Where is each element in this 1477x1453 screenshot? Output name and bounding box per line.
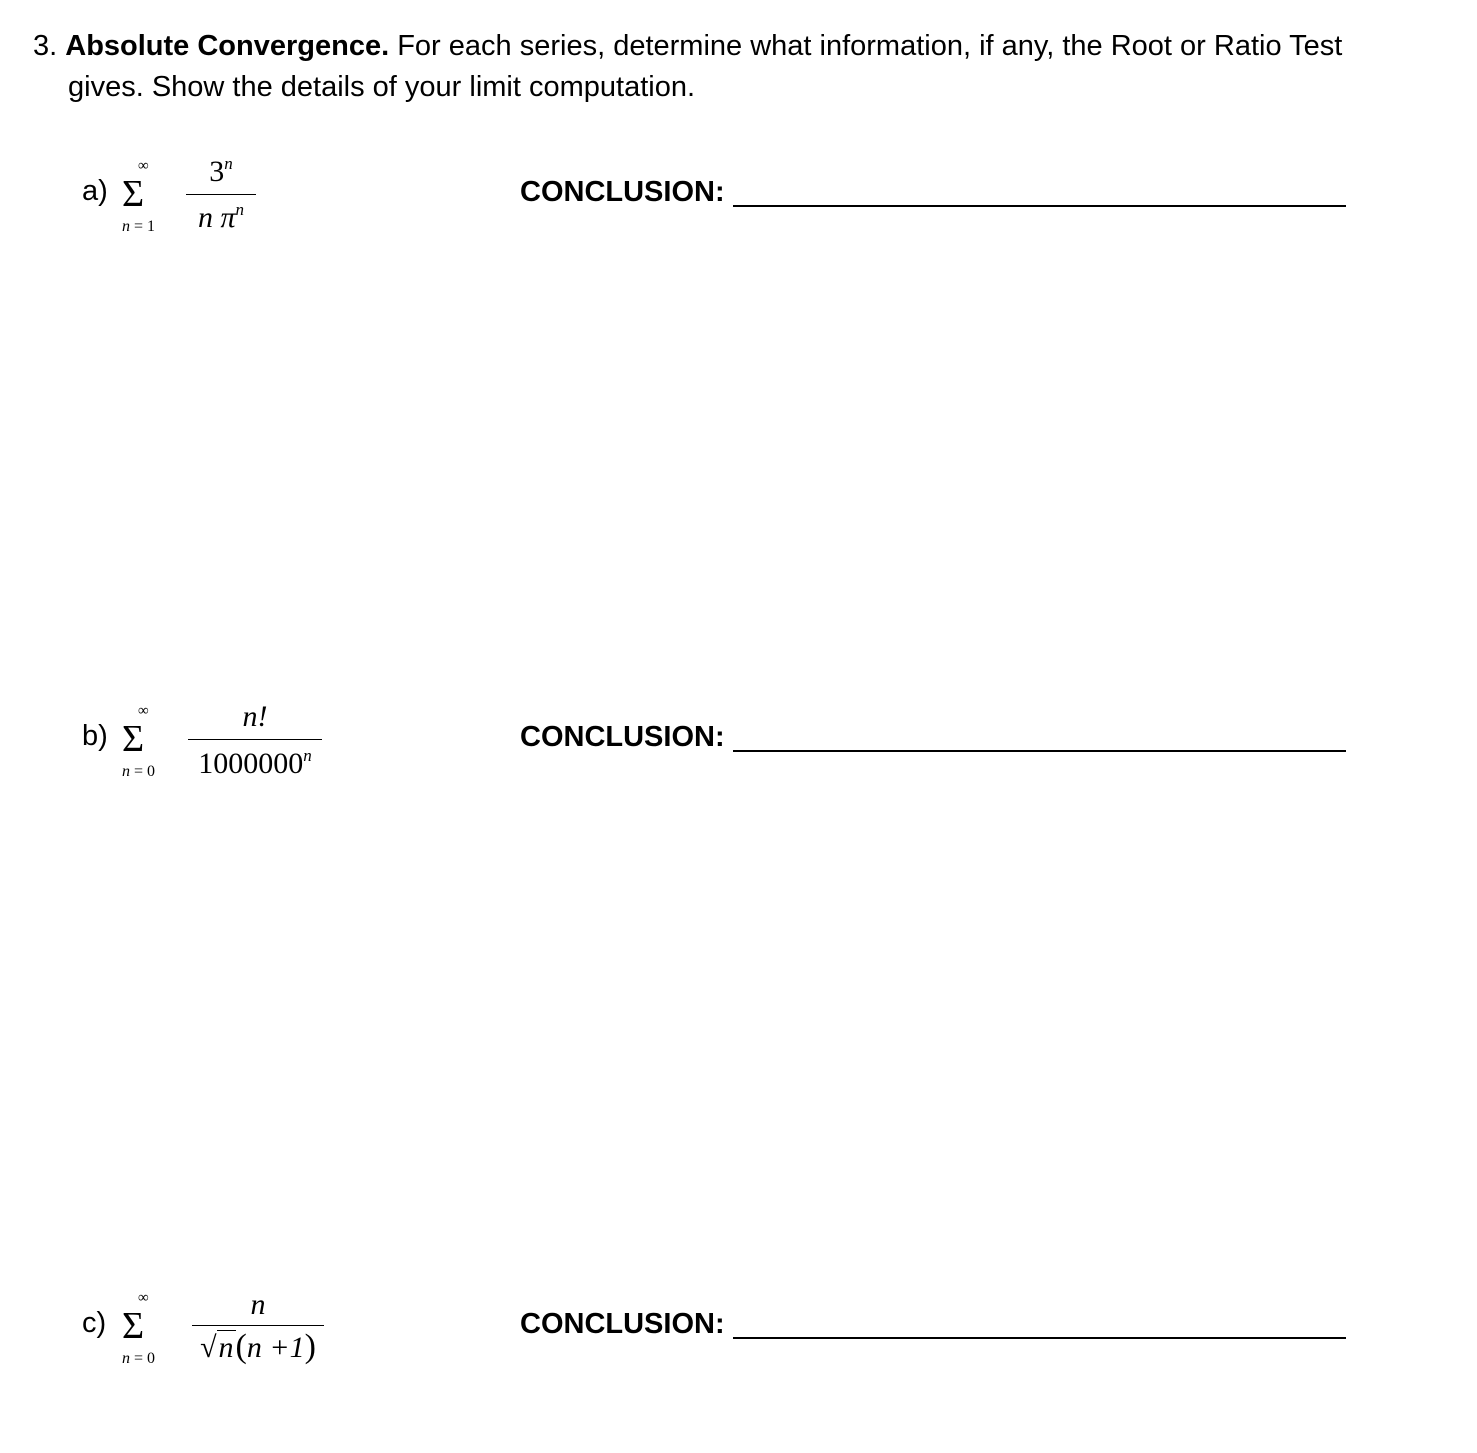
problem-instruction-1: For each series, determine what information, if any, the Root or Ratio Test: [397, 30, 1343, 62]
open-paren: (: [235, 1328, 247, 1365]
conclusion-answer-line[interactable]: [733, 205, 1346, 207]
close-paren: ): [304, 1328, 316, 1365]
denominator-exponent: n: [303, 746, 312, 765]
sum-upper-limit: ∞: [138, 1290, 149, 1306]
denominator-base: n π: [197, 201, 236, 234]
denominator: [186, 200, 256, 235]
numerator-exponent: n: [224, 154, 233, 173]
radical-sign: √: [200, 1331, 217, 1364]
sum-lower-limit: [122, 763, 155, 781]
numerator: n: [250, 1288, 266, 1321]
fraction-bar: [188, 739, 322, 740]
numerator: [186, 154, 256, 189]
sum-upper-limit: ∞: [138, 158, 149, 174]
sum-lower-limit: [122, 218, 155, 236]
radicand: n: [218, 1331, 234, 1364]
sum-index-start: = 1: [130, 218, 156, 235]
conclusion-answer-line[interactable]: [733, 750, 1346, 752]
problem-number: 3.: [33, 30, 58, 62]
part-label: b): [82, 720, 108, 752]
numerator: n!: [242, 700, 268, 733]
part-b: [0, 695, 1477, 815]
part-a: [0, 150, 1477, 270]
denominator: [192, 1328, 324, 1366]
conclusion-label: CONCLUSION:: [520, 176, 725, 208]
sigma-symbol: Σ: [122, 718, 145, 760]
fraction-bar: [186, 194, 256, 195]
part-label: c): [82, 1307, 107, 1339]
sigma-symbol: Σ: [122, 173, 145, 215]
denominator: [188, 746, 322, 781]
paren-expression: n +1: [246, 1331, 305, 1364]
sum-lower-limit: [122, 1350, 155, 1368]
part-label: a): [82, 175, 108, 207]
conclusion-label: CONCLUSION:: [520, 1308, 725, 1340]
denominator-exponent: n: [235, 200, 245, 219]
fraction: [186, 150, 256, 240]
sigma-symbol: Σ: [122, 1305, 145, 1347]
problem-instruction-2: gives. Show the details of your limit computation.: [68, 71, 696, 103]
part-c: [0, 1282, 1477, 1402]
conclusion-label: CONCLUSION:: [520, 721, 725, 753]
sum-index-var: n: [122, 218, 130, 235]
fraction: [192, 1282, 324, 1382]
denominator-base: 1000000: [198, 747, 304, 780]
numerator-base: 3: [209, 155, 225, 188]
problem-header: [33, 26, 1433, 108]
fraction-bar: [192, 1325, 324, 1326]
problem-title: Absolute Convergence.: [65, 30, 390, 62]
sum-index-start: = 0: [130, 1350, 156, 1367]
conclusion-answer-line[interactable]: [733, 1337, 1346, 1339]
sum-index-start: = 0: [130, 763, 156, 780]
sum-index-var: n: [122, 763, 130, 780]
sum-index-var: n: [122, 1350, 130, 1367]
square-root: [200, 1331, 235, 1365]
sum-upper-limit: ∞: [138, 703, 149, 719]
fraction: [188, 695, 322, 785]
